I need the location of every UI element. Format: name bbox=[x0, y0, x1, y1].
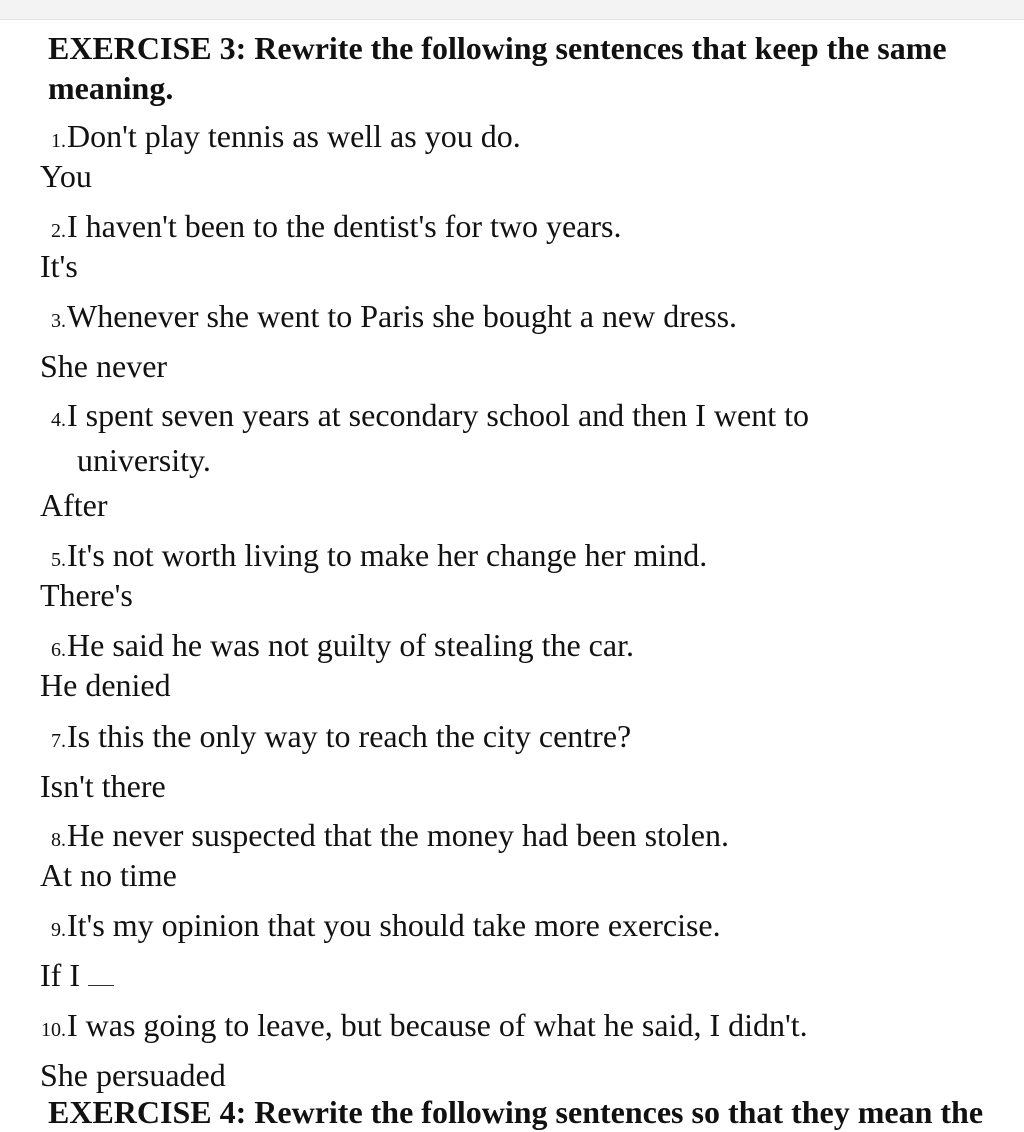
next-exercise-heading: EXERCISE 4: Rewrite the following sentences so that they mean the bbox=[48, 1094, 984, 1130]
answer-prompt-6: He denied bbox=[40, 667, 171, 703]
exercise-heading: EXERCISE 3: Rewrite the following sentences that keep the same meaning. bbox=[48, 30, 947, 106]
answer-prompt-7: Isn't there bbox=[40, 768, 166, 804]
question-text: Is this the only way to reach the city centre? bbox=[67, 718, 632, 754]
question-text: Don't play tennis as well as you do. bbox=[67, 118, 521, 154]
answer-prompt-4: After bbox=[40, 487, 108, 523]
question-9 bbox=[40, 905, 1000, 950]
question-number: 6. bbox=[51, 639, 66, 661]
top-strip bbox=[0, 0, 1024, 20]
question-text: I haven't been to the dentist's for two years. bbox=[67, 208, 622, 244]
question-number: 8. bbox=[51, 829, 66, 851]
question-number: 7. bbox=[51, 730, 66, 752]
question-3 bbox=[40, 296, 1000, 341]
answer-prompt-10: She persuaded bbox=[40, 1057, 226, 1093]
answer-prompt-8: At no time bbox=[40, 857, 177, 893]
question-1 bbox=[40, 116, 1000, 161]
question-text: I spent seven years at secondary school and then I went to bbox=[67, 397, 809, 433]
answer-prompt-5: There's bbox=[40, 577, 133, 613]
question-text: It's not worth living to make her change her mind. bbox=[67, 537, 708, 573]
question-number: 3. bbox=[51, 310, 66, 332]
question-10 bbox=[40, 1005, 1000, 1050]
question-6 bbox=[40, 625, 1000, 670]
question-number: 1. bbox=[51, 130, 66, 152]
answer-prompt-2: It's bbox=[40, 248, 78, 284]
answer-prompt-text: If I bbox=[40, 957, 80, 993]
question-text: It's my opinion that you should take more exercise. bbox=[67, 907, 721, 943]
question-number: 4. bbox=[51, 409, 66, 431]
question-text: He never suspected that the money had been stolen. bbox=[67, 817, 729, 853]
question-number: 9. bbox=[51, 919, 66, 941]
question-8 bbox=[40, 815, 1000, 860]
answer-prompt-3: She never bbox=[40, 348, 168, 384]
question-number: 5. bbox=[51, 549, 66, 571]
question-text: He said he was not guilty of stealing the car. bbox=[67, 627, 634, 663]
question-4 bbox=[40, 395, 1000, 480]
question-7 bbox=[40, 716, 1000, 761]
question-5 bbox=[40, 535, 1000, 580]
answer-prompt-9 bbox=[40, 955, 114, 995]
question-number: 2. bbox=[51, 220, 66, 242]
next-exercise-heading-clipped bbox=[48, 1094, 988, 1130]
question-text: I was going to leave, but because of what he said, I didn't. bbox=[67, 1007, 808, 1043]
question-number: 10. bbox=[41, 1019, 66, 1041]
question-2 bbox=[40, 206, 1000, 251]
answer-blank-line bbox=[88, 961, 114, 986]
question-text: Whenever she went to Paris she bought a new dress. bbox=[67, 298, 738, 334]
answer-prompt-1: You bbox=[40, 158, 92, 194]
question-text-continued: university. bbox=[77, 442, 211, 478]
